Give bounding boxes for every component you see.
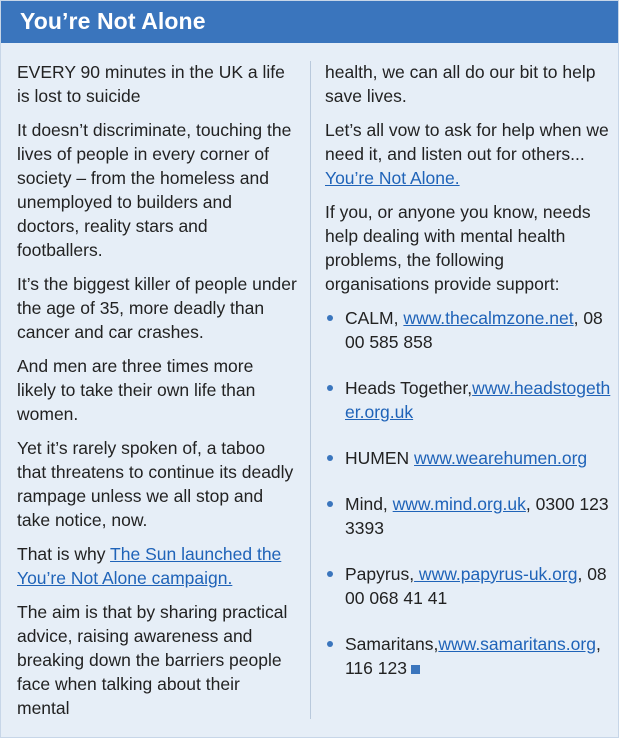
bullet-icon: [327, 571, 333, 577]
org-phone: , 0300 123 3393: [345, 494, 609, 538]
paragraph-biggest-killer: It’s the biggest killer of people under the age of 35, more deadly than cancer and car crashes.: [17, 274, 297, 342]
bullet-icon: [327, 315, 333, 321]
org-name: Mind,: [345, 494, 393, 514]
vow-text: Let’s all vow to ask for help when we need it, and listen out for others...: [325, 120, 609, 164]
column-divider: [310, 61, 311, 719]
campaign-link[interactable]: The Sun launched the You’re Not Alone campaign.: [17, 544, 282, 588]
list-item-humen: [325, 446, 611, 470]
list-item-heads-together: [325, 376, 611, 424]
paragraph-campaign: [17, 542, 297, 590]
end-mark-icon: [411, 665, 420, 674]
panel-title: You’re Not Alone: [20, 8, 206, 34]
org-name: Heads Together,: [345, 378, 473, 398]
organisation-list: [325, 306, 611, 680]
paragraph-taboo: Yet it’s rarely spoken of, a taboo that threatens to continue its deadly rampage unless we all stop and take notice, now.: [17, 438, 294, 530]
left-column: [17, 60, 297, 730]
org-phone: , 116 123: [345, 634, 601, 678]
bullet-icon: [327, 455, 333, 461]
org-link-humen[interactable]: www.wearehumen.org: [414, 448, 588, 468]
org-phone: , 0800 068 41 41: [345, 564, 607, 608]
paragraph-vow: [325, 118, 611, 190]
org-phone: , 0800 585 858: [345, 308, 603, 352]
paragraph-stat: EVERY 90 minutes in the UK a life is lost to suicide: [17, 62, 285, 106]
campaign-prefix: That is why: [17, 544, 111, 564]
panel-header: [1, 1, 618, 43]
bullet-icon: [327, 501, 333, 507]
paragraph-discriminate: It doesn’t discriminate, touching the lives of people in every corner of society – from the homeless and unemployed to builders and doctors, reality stars and footballers.: [17, 120, 292, 260]
org-link-calm[interactable]: www.thecalmzone.net: [403, 308, 574, 328]
paragraph-men: And men are three times more likely to take their own life than women.: [17, 356, 256, 424]
paragraph-aim: The aim is that by sharing practical advice, raising awareness and breaking down the barriers people face when talking about their mental: [17, 602, 288, 718]
org-name: HUMEN: [345, 448, 415, 468]
list-item-papyrus: [325, 562, 611, 610]
org-link-samaritans[interactable]: www.samaritans.org: [438, 634, 596, 654]
org-link-papyrus[interactable]: www.papyrus-uk.org: [414, 564, 578, 584]
right-column: [325, 60, 611, 702]
not-alone-link[interactable]: You’re Not Alone.: [325, 168, 460, 188]
paragraph-support-intro: If you, or anyone you know, needs help dealing with mental health problems, the following organisations provide support:: [325, 202, 591, 294]
bullet-icon: [327, 641, 333, 647]
paragraph-continuation: health, we can all do our bit to help save lives.: [325, 62, 596, 106]
org-name: CALM,: [345, 308, 404, 328]
org-link-mind[interactable]: www.mind.org.uk: [392, 494, 526, 514]
list-item-samaritans: [325, 632, 611, 680]
org-name: Papyrus,: [345, 564, 415, 584]
org-link-heads-together[interactable]: www.headstogether.org.uk: [345, 378, 611, 422]
list-item-mind: [325, 492, 611, 540]
org-name: Samaritans,: [345, 634, 439, 654]
bullet-icon: [327, 385, 333, 391]
list-item-calm: [325, 306, 611, 354]
